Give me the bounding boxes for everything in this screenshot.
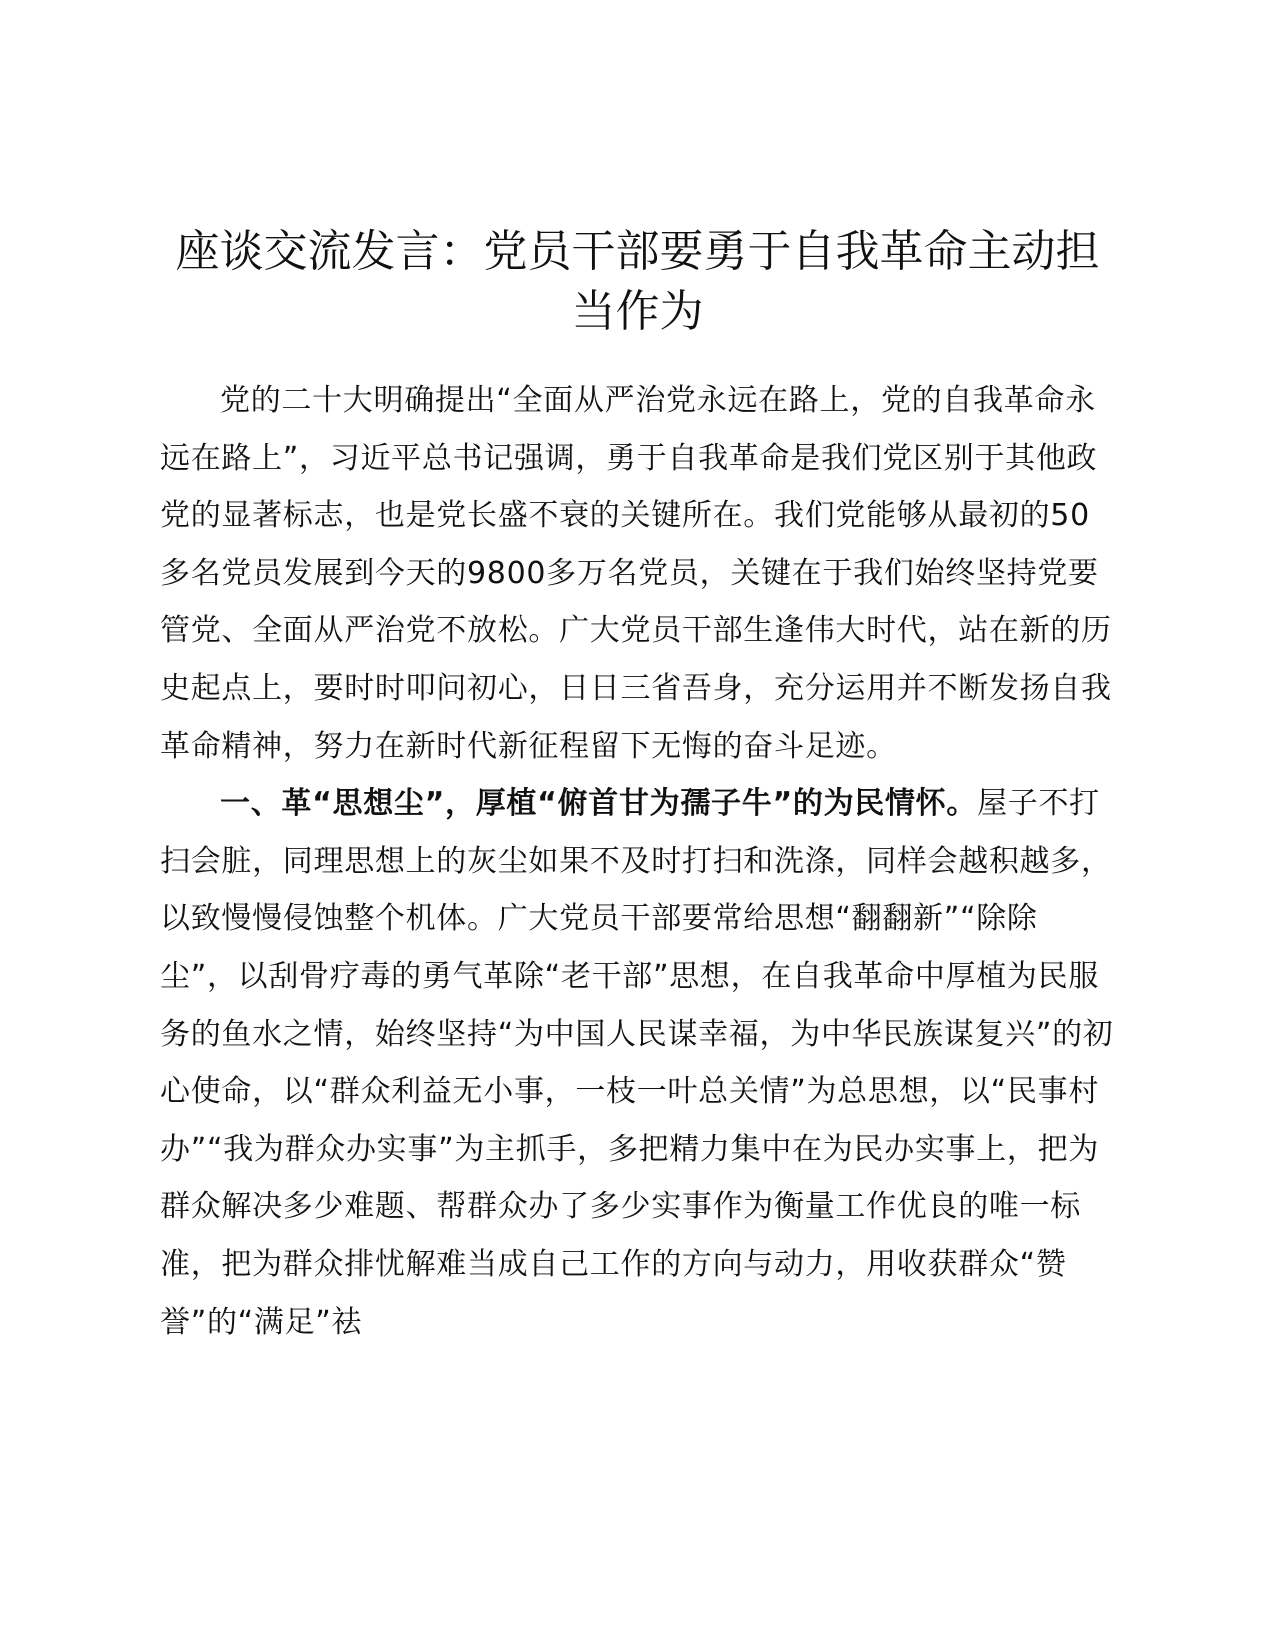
section-one-heading: 一、革“思想尘”，厚植“俯首甘为孺子牛”的为民情怀。	[220, 786, 978, 822]
paragraph-intro-text: 党的二十大明确提出“全面从严治党永远在路上，党的自我革命永远在路上”，习近平总书记强调，勇于自我革命是我们党区别于其他政党的显著标志，也是党长盛不衰的关键所在。我们党能够从最初的50多名党员发展到今天的9800多万名党员，关键在于我们始终坚持党要管党、全面从严治党不放松。广大党员干部生逢伟大时代，站在新的历史起点上，要时时叩问初心，日日三省吾身，充分运用并不断发扬自我革命精神，努力在新时代新征程留下无悔的奋斗足迹。	[160, 383, 1112, 764]
document-title: 座谈交流发言：党员干部要勇于自我革命主动担当作为	[175, 226, 1100, 337]
section-one-text: 屋子不打扫会脏，同理思想上的灰尘如果不及时打扫和洗涤，同样会越积越多，以致慢慢侵蚀整个机体。广大党员干部要常给思想“翻翻新”“除除尘”，以刮骨疗毒的勇气革除“老干部”思想，在自我革命中厚植为民服务的鱼水之情，始终坚持“为中国人民谋幸福，为中华民族谋复兴”的初心使命，以“群众利益无小事，一枝一叶总关情”为总思想，以“民事村办”“我为群众办实事”为主抓手，多把精力集中在为民办实事上，把为群众解决多少难题、帮群众办了多少实事作为衡量工作优良的唯一标准，把为群众排忧解难当成自己工作的方向与动力，用收获群众“赞誉”的“满足”祛	[160, 786, 1114, 1340]
document-body	[160, 372, 1115, 1351]
paragraph-section-one	[160, 775, 1115, 1351]
paragraph-intro	[160, 372, 1115, 775]
